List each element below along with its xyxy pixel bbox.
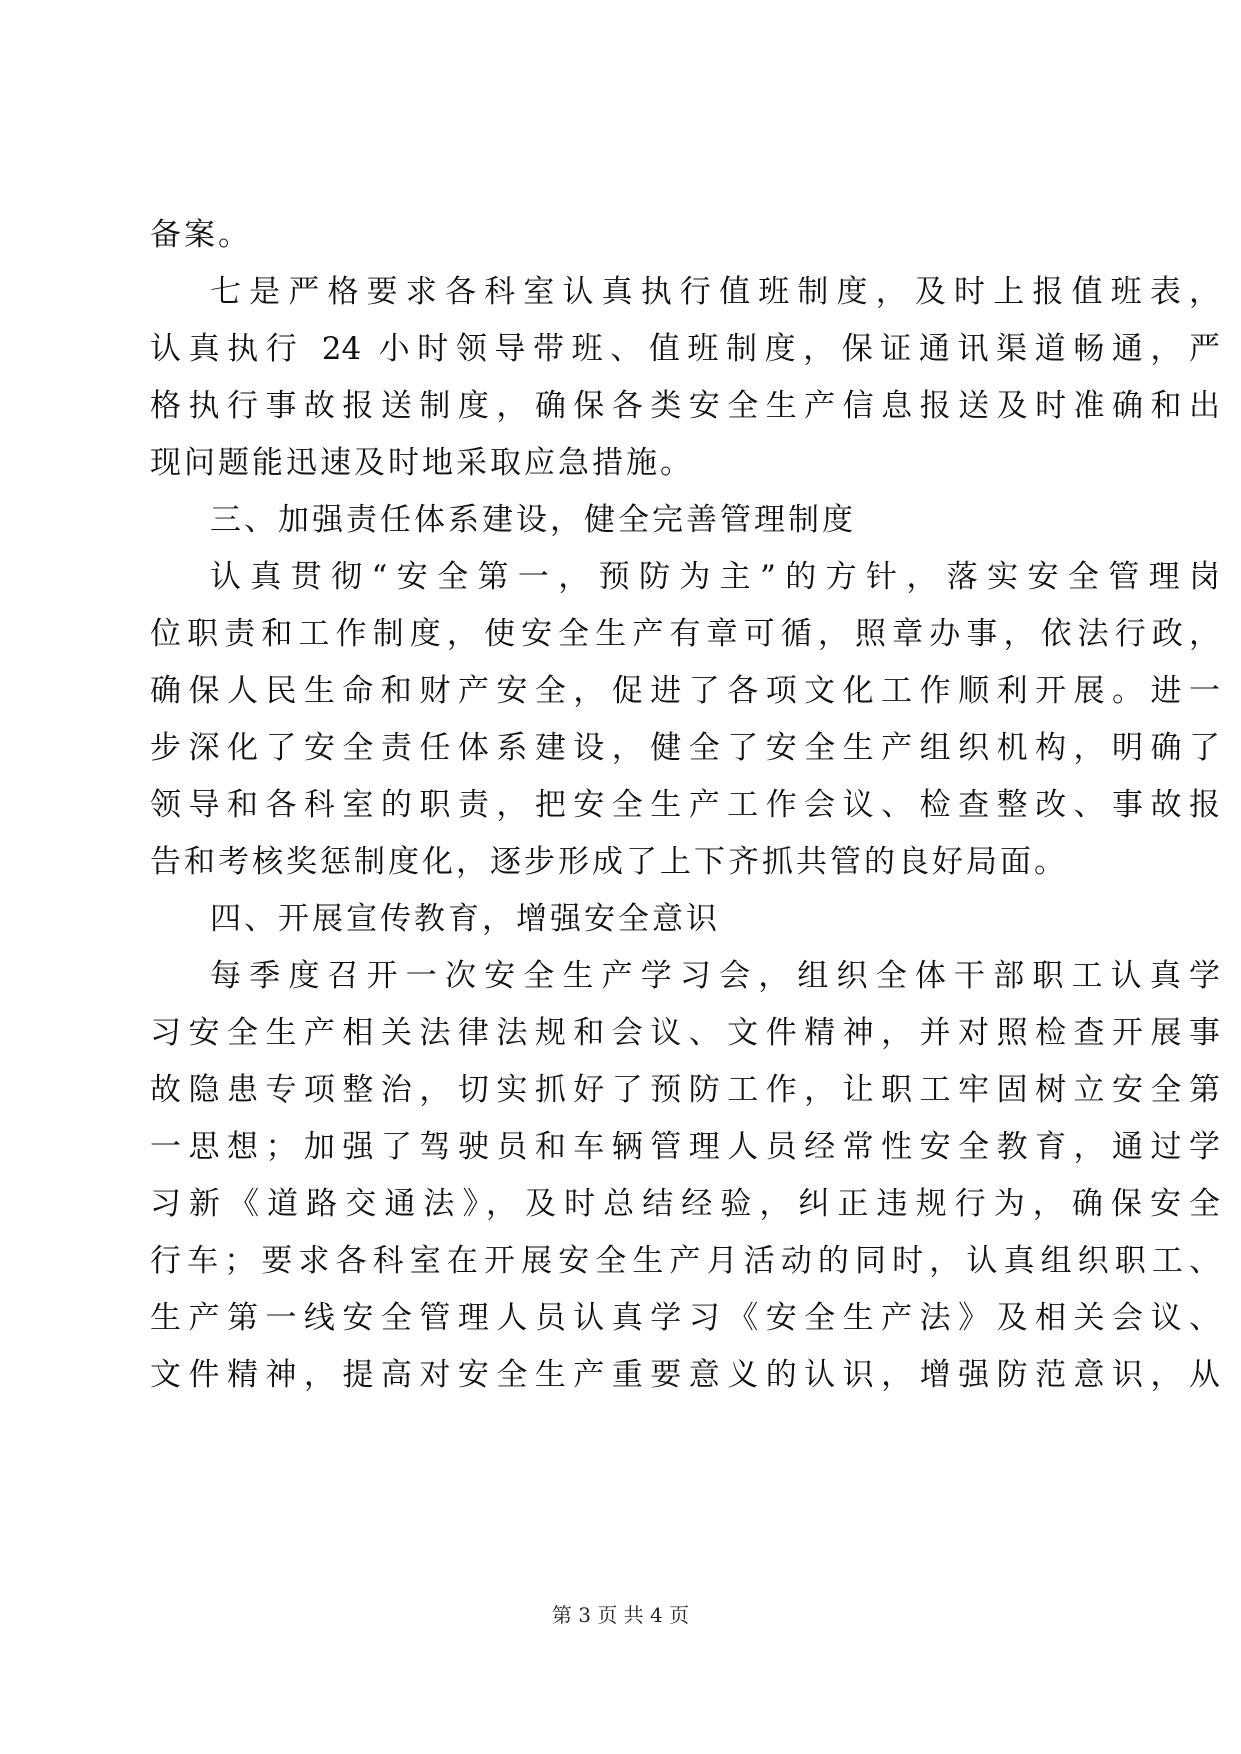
text-line: 生产第一线安全管理人员认真学习《安全生产法》及相关会议、 — [150, 1300, 1220, 1336]
text-line: 现问题能迅速及时地采取应急措施。 — [150, 445, 694, 481]
text-line: 故隐患专项整治，切实抓好了预防工作，让职工牢固树立安全第 — [150, 1072, 1220, 1108]
text-line: 确保人民生命和财产安全，促进了各项文化工作顺利开展。进一 — [150, 673, 1220, 709]
text-line: 认真贯彻“安全第一，预防为主”的方针，落实安全管理岗 — [210, 559, 1220, 595]
text-line: 一思想；加强了驾驶员和车辆管理人员经常性安全教育，通过学 — [150, 1129, 1220, 1165]
text-line: 备案。 — [150, 217, 252, 253]
text-line: 位职责和工作制度，使安全生产有章可循，照章办事，依法行政， — [150, 616, 1220, 652]
section-heading: 四、开展宣传教育，增强安全意识 — [210, 901, 720, 937]
page-footer: 第 3 页 共 4 页 — [551, 1603, 690, 1627]
text-line: 文件精神，提高对安全生产重要意义的认识，增强防范意识，从 — [150, 1357, 1220, 1393]
text-line: 认真执行 24 小时领导带班、值班制度，保证通讯渠道畅通，严 — [150, 331, 1220, 367]
text-line: 领导和各科室的职责，把安全生产工作会议、检查整改、事故报 — [150, 787, 1220, 823]
text-line: 格执行事故报送制度，确保各类安全生产信息报送及时准确和出 — [150, 388, 1220, 424]
text-line: 习安全生产相关法律法规和会议、文件精神，并对照检查开展事 — [150, 1015, 1220, 1051]
text-line: 每季度召开一次安全生产学习会，组织全体干部职工认真学 — [210, 958, 1220, 994]
section-heading: 三、加强责任体系建设，健全完善管理制度 — [210, 502, 856, 538]
text-line: 七是严格要求各科室认真执行值班制度，及时上报值班表， — [210, 274, 1220, 310]
text-line: 行车；要求各科室在开展安全生产月活动的同时，认真组织职工、 — [150, 1243, 1220, 1279]
text-line: 告和考核奖惩制度化，逐步形成了上下齐抓共管的良好局面。 — [150, 844, 1068, 880]
text-line: 习新《道路交通法》，及时总结经验，纠正违规行为，确保安全 — [150, 1186, 1220, 1222]
text-line: 步深化了安全责任体系建设，健全了安全生产组织机构，明确了 — [150, 730, 1220, 766]
